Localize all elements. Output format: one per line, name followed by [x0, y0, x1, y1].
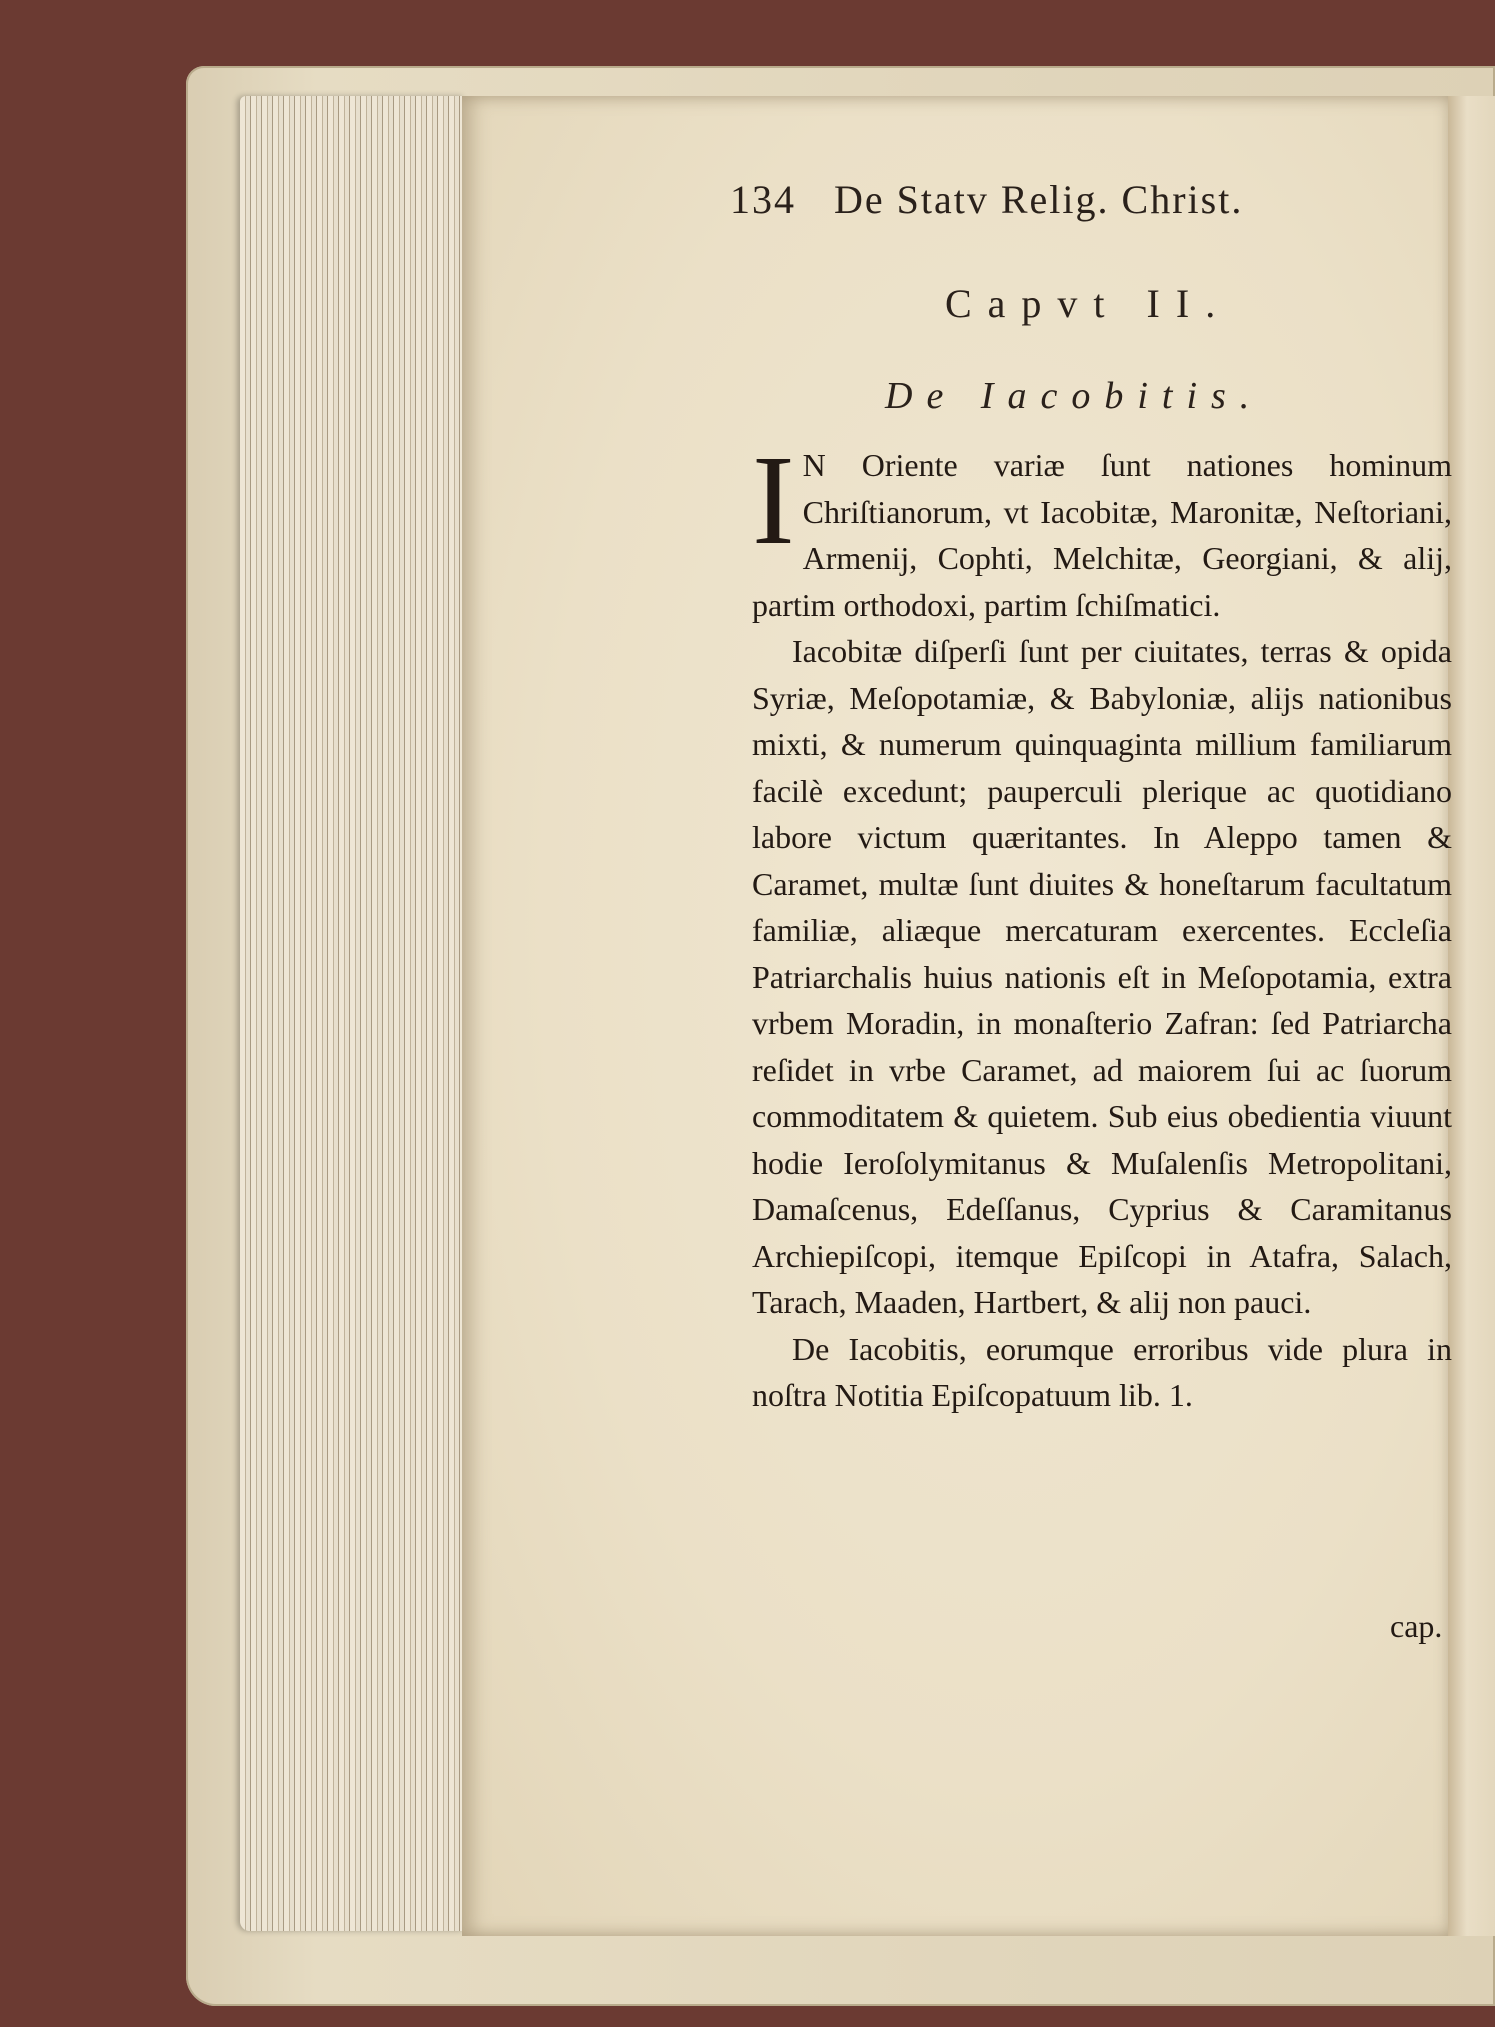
paragraph-2: Iacobitæ diſperſi ſunt per ciuitates, terras & opida Syriæ, Meſopotamiæ, & Babyloniæ, alijs nationibus mixti, & numerum quinquaginta millium familiarum facilè excedunt; pauperculi plerique ac quotidiano labore victum quæritantes. In Aleppo tamen & Caramet, multæ ſunt diuites & honeſtarum facultatum familiæ, aliæque mercaturam exercentes. Eccleſia Patriarchalis huius nationis eſt in Meſopotamia, extra vrbem Moradin, in monaſterio Zafran: ſed Patriarcha reſidet in vrbe Caramet, ad maiorem ſui ac ſuorum commoditatem & quietem. Sub eius obedientia viuunt hodie Ieroſolymitanus & Muſalenſis Metropolitani, Damaſcenus, Edeſſanus, Cyprius & Caramitanus Archiepiſcopi, itemque Epiſcopi in Atafra, Salach, Tarach, Maaden, Hartbert, & alij non pauci. — [752, 633, 1452, 1320]
chapter-heading: Capvt II. — [945, 281, 1232, 326]
book-gutter — [1448, 96, 1495, 1936]
paragraph-3: De Iacobitis, eorumque erroribus vide plura in noſtra Notitia Epiſcopatuum lib. 1. — [752, 1330, 1452, 1413]
page-stack-edge — [240, 96, 465, 1931]
chapter-subtitle: De Iacobitis. — [885, 375, 1264, 417]
page-number: 134 — [730, 177, 796, 222]
drop-cap: I — [752, 429, 795, 571]
catchword: cap. — [1390, 1608, 1443, 1644]
paragraph-1-text: N Oriente variæ ſunt nationes hominum Chriſtianorum, vt Iacobitæ, Maronitæ, Neſtoriani, Armenij, Cophti, Melchitæ, Georgiani, & alij, partim orthodoxi, partim ſchiſmatici. — [752, 447, 1452, 623]
running-head — [730, 176, 1430, 223]
paragraph-1 — [752, 429, 1452, 628]
running-title: De Statv Relig. Christ. — [834, 177, 1244, 222]
body-text — [752, 429, 1452, 1419]
